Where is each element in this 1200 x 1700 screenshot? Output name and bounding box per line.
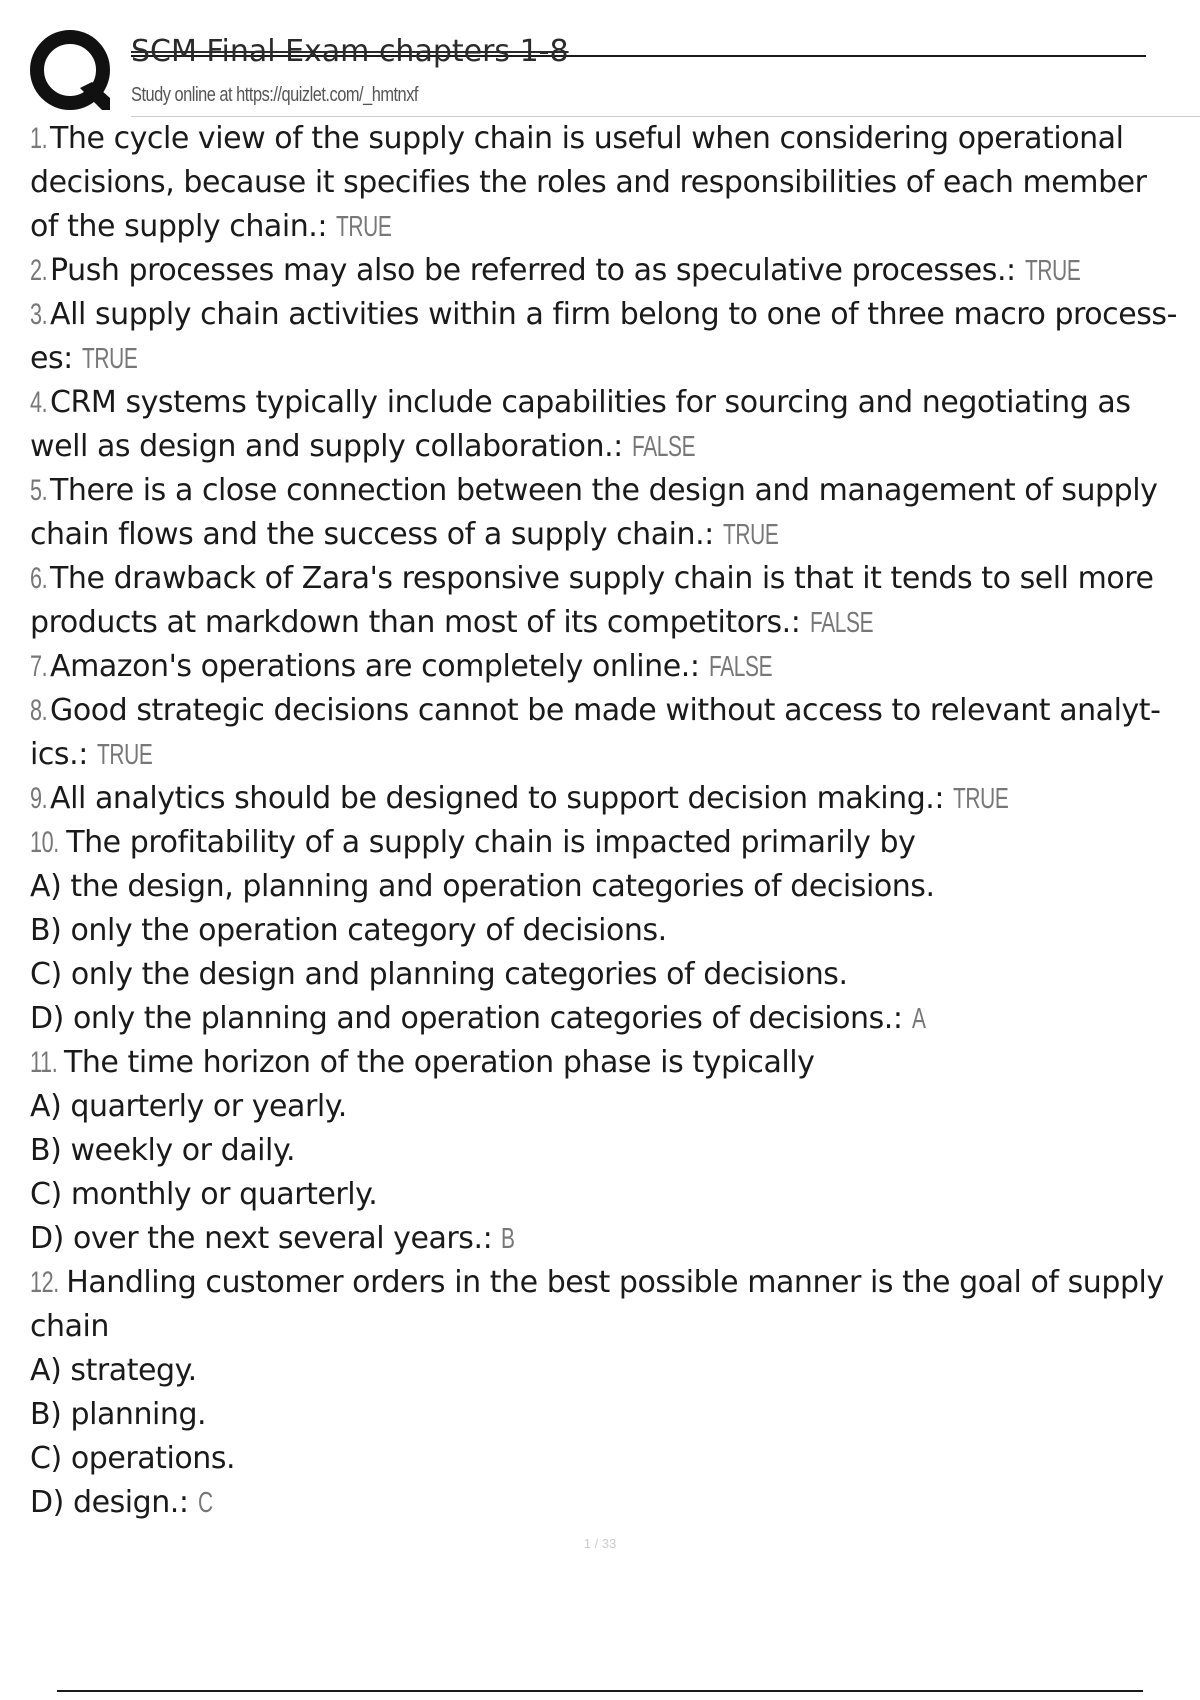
question-line <box>30 161 1200 205</box>
question-number: 9. <box>30 782 48 815</box>
footer-divider <box>57 1690 1143 1692</box>
question-line <box>30 425 1200 469</box>
question-number: 11. <box>30 1046 58 1079</box>
question-text: products at markdown than most of its competitors.: <box>30 605 801 640</box>
question-number: 10. <box>30 826 59 859</box>
question-text: B) only the operation category of decisions. <box>30 913 667 948</box>
question-line <box>30 865 1200 909</box>
document-header <box>30 30 1170 116</box>
question-text: chain <box>30 1309 109 1344</box>
question-line <box>30 117 1200 161</box>
page-number: 1 / 33 <box>583 1536 617 1551</box>
question-text: A) the design, planning and operation categories of decisions. <box>30 869 935 904</box>
question-number: 4. <box>30 386 48 419</box>
question-list <box>30 117 1200 1525</box>
question-number: 2. <box>30 254 48 287</box>
question-number: 8. <box>30 694 48 727</box>
question-line <box>30 1305 1200 1349</box>
question-text: well as design and supply collaboration.: <box>30 429 623 464</box>
question-number: 1. <box>30 122 48 155</box>
question-text: chain flows and the success of a supply chain.: <box>30 517 714 552</box>
question-text: of the supply chain.: <box>30 209 328 244</box>
question-text: D) over the next several years.: <box>30 1221 493 1256</box>
question-text: All analytics should be designed to support decision making.: <box>50 781 945 816</box>
question-line <box>30 997 1200 1041</box>
answer-text: TRUE <box>336 211 392 243</box>
answer-text: TRUE <box>953 783 1009 815</box>
question-text: C) monthly or quarterly. <box>30 1177 378 1212</box>
question-text: Handling customer orders in the best possible manner is the goal of supply <box>66 1265 1164 1300</box>
question-number: 12. <box>30 1266 59 1299</box>
question-text: The time horizon of the operation phase is typically <box>63 1045 815 1080</box>
question-text: CRM systems typically include capabilities for sourcing and negotiating as <box>50 385 1131 420</box>
question-number: 3. <box>30 298 48 331</box>
answer-text: C <box>197 1487 213 1519</box>
question-line <box>30 909 1200 953</box>
quizlet-logo-icon <box>30 30 112 112</box>
question-number: 7. <box>30 650 48 683</box>
question-text: C) only the design and planning categories of decisions. <box>30 957 848 992</box>
question-line <box>30 513 1200 557</box>
question-line <box>30 1437 1200 1481</box>
question-text: ics.: <box>30 737 88 772</box>
question-line <box>30 777 1200 821</box>
question-number: 5. <box>30 474 48 507</box>
question-text: D) design.: <box>30 1485 189 1520</box>
question-text: B) weekly or daily. <box>30 1133 296 1168</box>
answer-text: FALSE <box>708 651 772 683</box>
question-line <box>30 293 1200 337</box>
question-text: Good strategic decisions cannot be made without access to relevant analyt- <box>50 693 1161 728</box>
question-line <box>30 1481 1200 1525</box>
question-line <box>30 1349 1200 1393</box>
question-line <box>30 1261 1200 1305</box>
question-text: C) operations. <box>30 1441 236 1476</box>
question-text: There is a close connection between the design and management of supply <box>50 473 1158 508</box>
question-line <box>30 557 1200 601</box>
question-line <box>30 249 1200 293</box>
document-subtitle: Study online at https://quizlet.com/_hmtnxf <box>131 84 418 106</box>
question-text: All supply chain activities within a firm belong to one of three macro process- <box>50 297 1177 332</box>
question-text: The drawback of Zara's responsive supply chain is that it tends to sell more <box>50 561 1154 596</box>
question-line <box>30 1393 1200 1437</box>
question-line <box>30 1217 1200 1261</box>
question-line <box>30 1129 1200 1173</box>
question-line <box>30 645 1200 689</box>
document-title: SCM Final Exam chapters 1-8 <box>131 34 569 69</box>
answer-text: TRUE <box>1024 255 1081 287</box>
question-line <box>30 689 1200 733</box>
question-text: A) quarterly or yearly. <box>30 1089 347 1124</box>
question-line <box>30 1041 1200 1085</box>
question-text: D) only the planning and operation categories of decisions.: <box>30 1001 903 1036</box>
question-text: A) strategy. <box>30 1353 197 1388</box>
answer-text: TRUE <box>96 739 153 771</box>
question-line <box>30 821 1200 865</box>
question-text: es: <box>30 341 73 376</box>
question-text: decisions, because it specifies the roles and responsibilities of each member <box>30 165 1147 200</box>
question-line <box>30 381 1200 425</box>
answer-text: TRUE <box>722 519 779 551</box>
question-line <box>30 1173 1200 1217</box>
answer-text: FALSE <box>809 607 873 639</box>
question-line <box>30 601 1200 645</box>
answer-text: A <box>911 1003 926 1035</box>
question-text: The profitability of a supply chain is impacted primarily by <box>66 825 916 860</box>
question-line <box>30 469 1200 513</box>
question-text: Push processes may also be referred to as speculative processes.: <box>50 253 1016 288</box>
question-line <box>30 953 1200 997</box>
answer-text: TRUE <box>81 343 138 375</box>
question-number: 6. <box>30 562 48 595</box>
question-line <box>30 1085 1200 1129</box>
answer-text: FALSE <box>631 431 696 463</box>
question-line <box>30 337 1200 381</box>
answer-text: B <box>501 1223 515 1255</box>
question-text: B) planning. <box>30 1397 207 1432</box>
question-text: Amazon's operations are completely online.: <box>50 649 700 684</box>
question-text: The cycle view of the supply chain is useful when considering operational <box>50 121 1124 156</box>
question-line <box>30 733 1200 777</box>
question-line <box>30 205 1200 249</box>
